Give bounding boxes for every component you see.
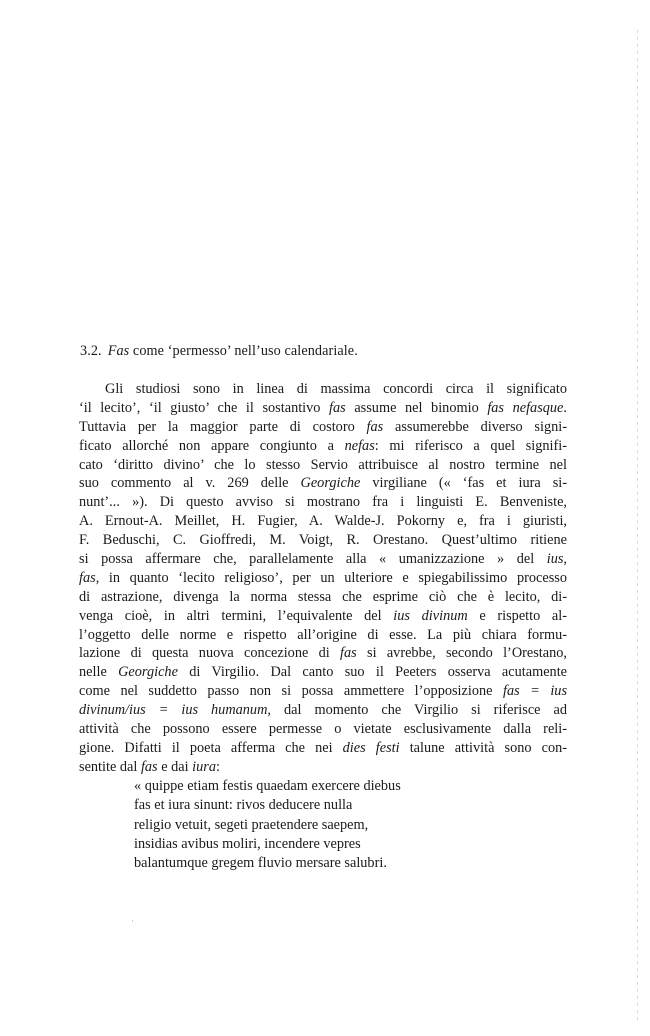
italic-term: fas [329,399,346,416]
paragraph-line [79,399,567,418]
section-number: 3.2. [80,343,102,359]
text-run: attività che possono essere permesse o vietate esclusivamente dalla reli- [79,721,567,738]
quote-line: fas et iura sinunt: rivos deducere nulla [134,797,353,814]
paragraph-line [79,701,567,720]
text-run: e rispetto al- [467,607,567,624]
text-run: A. Ernout-A. Meillet, H. Fugier, A. Walde-J. Pokorny e, fra i giuristi, [79,513,567,530]
paragraph-line [79,418,567,437]
italic-term: Georgiche [300,475,361,492]
italic-term: fas [340,645,357,662]
italic-term: fas = ius [503,683,567,700]
text-run: : mi riferisco a quel signifi- [374,437,567,454]
text-run: ‘il lecito’, ‘il giusto’ che il sostantivo [79,399,330,416]
paragraph-line [79,682,567,701]
quote-line: insidias avibus moliri, incendere vepres [134,835,361,852]
paragraph-line [79,550,567,569]
text-run: si possa affermare che, parallelamente alla « umanizzazione » del [79,551,547,568]
italic-term: ius divinum [393,607,468,624]
section-heading [80,343,358,360]
paragraph-line [79,720,567,739]
text-run: talune attività sono con- [399,739,567,756]
paragraph-line [79,758,567,777]
text-run: lazione di questa nuova concezione di [79,645,341,662]
text-run: cato ‘diritto divino’ che lo stesso Servio attribuisce al nostro termine nel [79,456,567,473]
text-run: suo commento al v. 269 delle [79,475,301,492]
text-run: assumerebbe diverso signi- [383,418,567,435]
text-run: si avrebbe, secondo l’Orestano, [356,645,567,662]
paragraph-line [79,739,567,758]
section-title-italic: Fas [107,343,130,359]
paragraph-line [79,607,567,626]
text-run: nunt’... »). Di questo avviso si mostrano fra i linguisti E. Benveniste, [79,494,567,511]
text-run: Gli studiosi sono in linea di massima concordi circa il significato [105,381,567,397]
text-run: virgiliane (« ‘fas et iura si- [360,475,567,492]
section-title-rest: come ‘permesso’ nell’uso calendariale. [129,343,358,359]
text-run: di Virgilio. Dal canto suo il Peeters osserva acutamente [177,664,567,681]
page-gutter-edge [637,30,638,1020]
paragraph-line [79,456,567,475]
paragraph-line [79,512,567,531]
italic-term: dies festi [342,739,400,756]
latin-quotation [134,777,401,873]
italic-term: fas [140,758,158,775]
paragraph-line [79,588,567,607]
paragraph-line [79,437,567,456]
text-run: Tuttavia per la maggior parte di costoro [79,418,367,435]
text-run: gione. Difatti il poeta afferma che nei [79,739,343,756]
italic-term: divinum/ius = ius humanum [79,702,268,719]
text-run: sentite dal [79,758,141,775]
paragraph-line [79,380,567,399]
quote-line: balantumque gregem fluvio mersare salubri. [134,855,387,872]
text-run: nelle [79,664,119,681]
text-run: assume nel binomio [345,399,488,416]
text-run: come nel suddetto passo non si possa ammettere l’opposizione [79,683,503,700]
paragraph-line [79,493,567,512]
text-run: di astrazione, divenga la norma stessa che esprime ciò che è lecito, di- [79,588,567,605]
scan-speck: · [131,916,134,926]
italic-term: fas [366,418,384,435]
text-run: . [563,399,567,416]
text-run: : [216,758,220,775]
paragraph-line [79,569,567,588]
quote-line: « quippe etiam festis quaedam exercere diebus [134,778,401,794]
italic-term: Georgiche [118,664,178,681]
text-run: e dai [157,758,193,775]
italic-term: ius [546,551,564,568]
text-run: , [563,551,567,568]
text-run: venga cioè, in altri termini, l’equivalente del [79,607,394,624]
text-run: , dal momento che Virgilio si riferisce ad [267,702,567,719]
italic-term: fas nefasque [487,399,564,416]
quote-line: religio vetuit, segeti praetendere saepem, [134,816,369,833]
italic-term: nefas [344,437,375,454]
text-run: , in quanto ‘lecito religioso’, per un ulteriore e spiegabilissimo processo [95,569,567,586]
paragraph-line [79,663,567,682]
paragraph-line [79,531,567,550]
text-run: ficato allorché non appare congiunto a [79,437,345,454]
paragraph-line [79,644,567,663]
paragraph-line [79,474,567,493]
body-paragraph [79,380,567,777]
text-run: F. Beduschi, C. Gioffredi, M. Voigt, R. Orestano. Quest’ultimo ritiene [79,532,567,549]
paragraph-line [79,626,567,645]
italic-term: iura [192,758,217,775]
italic-term: fas [79,569,96,586]
text-run: l’oggetto delle norme e rispetto all’origine di esse. La più chiara formu- [79,626,567,643]
